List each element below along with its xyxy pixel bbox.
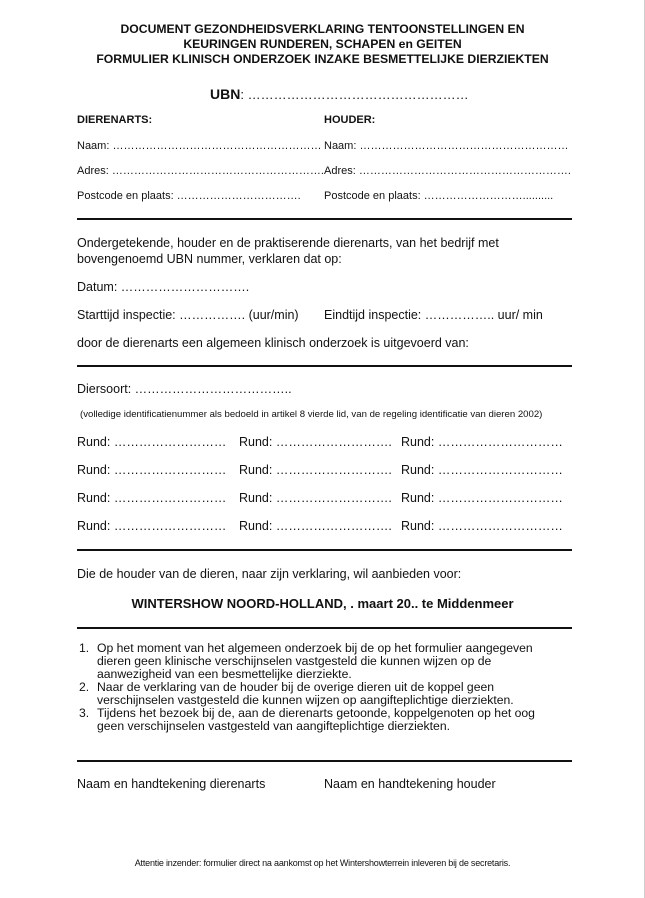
show-name: WINTERSHOW NOORD-HOLLAND, . maart 20.. te Middenmeer	[131, 596, 514, 611]
rund-field[interactable]: Rund: ……………………….	[239, 435, 392, 449]
rund-field[interactable]: Rund: ………………………	[77, 435, 227, 449]
declaration-item	[77, 681, 577, 707]
declaration-line: Naar de verklaring van de houder bij de overige dieren uit de koppel geen	[97, 680, 495, 694]
onderzoek-text: door de dierenarts een algemeen klinisch onderzoek is uitgevoerd van:	[77, 336, 469, 350]
statement-line-1: Ondergetekende, houder en de praktiserende dierenarts, van het bedrijf met	[77, 236, 499, 250]
declaration-line: verschijnselen vastgesteld die kunnen wijzen op aangifteplichtige dierziekten.	[97, 693, 514, 707]
declaration-line: dieren geen klinische verschijnselen vastgesteld die kunnen wijzen op de	[97, 654, 492, 668]
houder-naam-field[interactable]: Naam: …………………………………………………	[324, 140, 569, 152]
declaration-number: 2.	[79, 680, 90, 694]
houder-adres-field[interactable]: Adres: ………………………………………………….	[324, 165, 571, 177]
title-line-2: KEURINGEN RUNDEREN, SCHAPEN en GEITEN	[183, 37, 462, 51]
dierenarts-naam-field[interactable]: Naam: …………………………………………………	[77, 140, 322, 152]
title-line-3: FORMULIER KLINISCH ONDERZOEK INZAKE BESMETTELIJKE DIERZIEKTEN	[96, 52, 549, 66]
declaration-number: 1.	[79, 641, 90, 655]
diersoort-field[interactable]: Diersoort: ………………………………..	[77, 382, 292, 396]
identification-note: (volledige identificatienummer als bedoeld in artikel 8 vierde lid, van de regeling identificatie van dieren 2002)	[80, 409, 543, 420]
title-line-1: DOCUMENT GEZONDHEIDSVERKLARING TENTOONSTELLINGEN EN	[120, 22, 525, 36]
rund-field[interactable]: Rund: ……………………….	[239, 491, 392, 505]
divider-4	[77, 627, 572, 629]
dierenarts-adres-field[interactable]: Adres: ………………………………………………….	[77, 165, 324, 177]
signature-dierenarts[interactable]: Naam en handtekening dierenarts	[77, 777, 266, 791]
footer-note: Attentie inzender: formulier direct na aankomst op het Wintershowterrein inleveren bij de secretaris.	[134, 858, 511, 868]
declaration-line: Tijdens het bezoek bij de, aan de dierenarts getoonde, koppelgenoten op het oog	[97, 706, 535, 720]
rund-field[interactable]: Rund: …………………………	[401, 491, 563, 505]
declaration-item	[77, 642, 577, 681]
declaration-list	[77, 642, 577, 733]
declaration-number: 3.	[79, 706, 90, 720]
rund-field[interactable]: Rund: ………………………	[77, 519, 227, 533]
dierenarts-heading: DIERENARTS:	[77, 114, 153, 126]
declaration-line: aanwezigheid van een besmettelijke dierziekte.	[97, 667, 352, 681]
divider-3	[77, 549, 572, 551]
divider-5	[77, 760, 572, 762]
datum-field[interactable]: Datum: ………………………….	[77, 280, 250, 294]
declaration-item	[77, 707, 577, 733]
ubn-field[interactable]	[210, 86, 469, 102]
ubn-label: UBN	[210, 86, 241, 102]
declaration-line: Op het moment van het algemeen onderzoek bij de op het formulier aangegeven	[97, 641, 533, 655]
show-intro: Die de houder van de dieren, naar zijn verklaring, wil aanbieden voor:	[77, 567, 462, 581]
rund-field[interactable]: Rund: ……………………….	[239, 463, 392, 477]
rund-field[interactable]: Rund: …………………………	[401, 463, 563, 477]
houder-heading: HOUDER:	[324, 114, 376, 126]
dierenarts-postcode-field[interactable]: Postcode en plaats: …………………………….	[77, 190, 301, 202]
rund-field[interactable]: Rund: ……………………….	[239, 519, 392, 533]
eindtijd-field[interactable]: Eindtijd inspectie: …………….. uur/ min	[324, 308, 543, 322]
ubn-dots: : ……………………………………………	[240, 87, 469, 102]
declaration-line: geen verschijnselen vastgesteld van aangifteplichtige dierziekten.	[97, 719, 450, 733]
starttijd-field[interactable]: Starttijd inspectie: ……………. (uur/min)	[77, 308, 299, 322]
rund-field[interactable]: Rund: …………………………	[401, 519, 563, 533]
divider-2	[77, 365, 572, 367]
houder-postcode-field[interactable]: Postcode en plaats: ………………………..........	[324, 190, 554, 202]
signature-houder[interactable]: Naam en handtekening houder	[324, 777, 496, 791]
rund-field[interactable]: Rund: …………………………	[401, 435, 563, 449]
statement-line-2: bovengenoemd UBN nummer, verklaren dat op:	[77, 252, 342, 266]
rund-field[interactable]: Rund: ………………………	[77, 463, 227, 477]
rund-field[interactable]: Rund: ………………………	[77, 491, 227, 505]
divider-1	[77, 218, 572, 220]
